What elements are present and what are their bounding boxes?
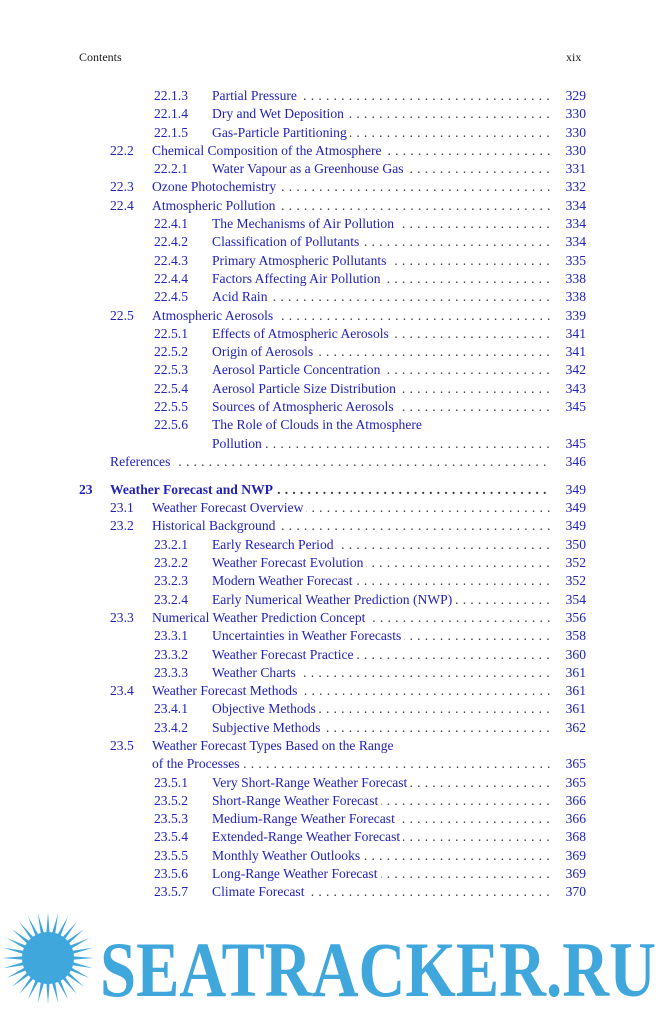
toc-entry[interactable] (0, 124, 663, 142)
toc-entry-title: Atmospheric Pollution (152, 198, 278, 213)
toc-entry-page: 338 (550, 288, 586, 306)
toc-entry-title: Weather Forecast and NWP (110, 482, 276, 497)
toc-entry-title: Historical Background (152, 518, 278, 533)
toc-entry-title: Short-Range Weather Forecast (212, 793, 381, 808)
running-header-page-number: xix (566, 50, 582, 64)
toc-entry-number: 23.5.3 (154, 811, 188, 827)
toc-entry[interactable] (0, 398, 663, 416)
toc-entry-title: Weather Forecast Types Based on the Range (152, 738, 397, 753)
toc-entry-page: 330 (550, 105, 586, 123)
toc-entry-number: 22.4.4 (154, 270, 188, 286)
toc-entry[interactable] (0, 252, 663, 270)
toc-entry-page: 343 (550, 380, 586, 398)
toc-entry-title: Weather Forecast Overview (152, 500, 306, 515)
toc-entry-title: Uncertainties in Weather Forecasts (212, 628, 404, 643)
toc-entry-number: 22.2.1 (154, 161, 188, 177)
toc-entry-title: Ozone Photochemistry (152, 179, 279, 194)
toc-entry-number: 23.5.7 (154, 884, 188, 900)
toc-entry[interactable] (0, 87, 663, 105)
toc-entry-page: 334 (550, 233, 586, 251)
toc-entry-number: 22.2 (110, 142, 134, 158)
toc-entry-number: 23.5.4 (154, 829, 188, 845)
toc-entry-title: Aerosol Particle Concentration (212, 362, 383, 377)
toc-entry-title: Effects of Atmospheric Aerosols (212, 326, 392, 341)
toc-entry-number: 23.2.3 (154, 573, 188, 589)
toc-entry-number: 23.5.6 (154, 866, 188, 882)
toc-entry-number: 22.5.5 (154, 399, 188, 415)
toc-entry[interactable] (0, 178, 663, 196)
toc-entry-title: of the Processes (152, 756, 243, 771)
toc-entry[interactable] (0, 828, 663, 846)
toc-entry-number: 23.5 (110, 737, 134, 753)
toc-entry-page: 330 (550, 124, 586, 142)
toc-entry-page: 366 (550, 792, 586, 810)
toc-entry[interactable] (0, 233, 663, 251)
toc-entry-page: 331 (550, 160, 586, 178)
toc-entry-number: 22.1.5 (154, 124, 188, 140)
toc-entry-title: Early Numerical Weather Prediction (NWP) (212, 592, 455, 607)
toc-entry[interactable] (0, 810, 663, 828)
toc-entry-page: 345 (550, 435, 586, 453)
toc-entry-page: 350 (550, 536, 586, 554)
toc-entry-page: 361 (550, 682, 586, 700)
toc-entry-number: 23.1 (110, 500, 134, 516)
toc-entry-title: Objective Methods (212, 701, 319, 716)
toc-entry[interactable] (0, 664, 663, 682)
toc-entry[interactable] (0, 142, 663, 160)
toc-entry-title: Long-Range Weather Forecast (212, 866, 381, 881)
toc-entry-title: Weather Forecast Methods (152, 683, 300, 698)
toc-entry-title: Medium-Range Weather Forecast (212, 811, 398, 826)
toc-entry-number: 22.4.3 (154, 252, 188, 268)
toc-entry-number: 22.5.4 (154, 380, 188, 396)
toc-entry-number: 23 (79, 481, 93, 497)
toc-entry-number: 23.2.2 (154, 555, 188, 571)
toc-entry-number: 23.5.1 (154, 774, 188, 790)
toc-entry-page: 346 (550, 453, 586, 471)
toc-entry[interactable] (0, 343, 663, 361)
toc-entry-page: 362 (550, 719, 586, 737)
toc-entry-page: 361 (550, 700, 586, 718)
toc-entry-title: References (110, 454, 173, 469)
toc-entry[interactable] (0, 591, 663, 609)
toc-entry-page: 341 (550, 325, 586, 343)
toc-entry-number: 22.5.6 (154, 417, 188, 433)
toc-entry-title: Subjective Methods (212, 720, 323, 735)
toc-entry[interactable] (0, 517, 663, 535)
toc-entry-number: 23.3 (110, 609, 134, 625)
toc-entry[interactable] (0, 435, 663, 453)
toc-entry-page: 361 (550, 664, 586, 682)
toc-entry[interactable] (0, 700, 663, 718)
toc-entry[interactable] (0, 160, 663, 178)
toc-entry-page: 366 (550, 810, 586, 828)
toc-entry-page: 352 (550, 554, 586, 572)
toc-entry[interactable] (0, 215, 663, 233)
toc-entry[interactable] (0, 609, 663, 627)
toc-entry-number: 23.5.5 (154, 847, 188, 863)
toc-entry-number: 23.4 (110, 683, 134, 699)
toc-entry-title: Modern Weather Forecast (212, 573, 356, 588)
toc-entry-page: 354 (550, 591, 586, 609)
toc-entry-page: 370 (550, 883, 586, 901)
toc-entry-page: 369 (550, 865, 586, 883)
toc-entry-number: 23.2.1 (154, 536, 188, 552)
toc-entry-page: 334 (550, 215, 586, 233)
toc-entry-number: 22.4.5 (154, 289, 188, 305)
toc-entry-page: 365 (550, 774, 586, 792)
toc-entry-page: 358 (550, 627, 586, 645)
toc-entry-title: Acid Rain (212, 289, 271, 304)
toc-entry-number: 22.4 (110, 197, 134, 213)
toc-entry[interactable] (0, 270, 663, 288)
toc-entry-number: 22.1.3 (154, 88, 188, 103)
toc-entry-number: 23.2 (110, 518, 134, 534)
toc-entry-page: 339 (550, 307, 586, 325)
toc-entry-number: 23.4.2 (154, 719, 188, 735)
toc-entry-title: Primary Atmospheric Pollutants (212, 253, 389, 268)
toc-entry-title: Aerosol Particle Size Distribution (212, 381, 399, 396)
table-of-contents (0, 87, 663, 902)
toc-entry-number: 22.4.2 (154, 234, 188, 250)
watermark (0, 910, 663, 1011)
toc-entry[interactable] (0, 865, 663, 883)
toc-entry-title: Weather Forecast Evolution (212, 555, 366, 570)
toc-entry[interactable] (0, 737, 663, 755)
toc-entry-title: Factors Affecting Air Pollution (212, 271, 384, 286)
toc-entry-title: Climate Forecast (212, 884, 308, 899)
sun-logo-icon (2, 912, 94, 1004)
toc-entry-page: 334 (550, 197, 586, 215)
toc-entry[interactable] (0, 755, 663, 773)
toc-entry[interactable] (0, 554, 663, 572)
toc-entry[interactable] (0, 792, 663, 810)
toc-entry-title: Monthly Weather Outlooks (212, 848, 363, 863)
toc-entry-page: 368 (550, 828, 586, 846)
toc-entry-number: 23.3.1 (154, 628, 188, 644)
toc-entry-page: 349 (550, 517, 586, 535)
toc-entry-number: 22.4.1 (154, 216, 188, 232)
toc-entry[interactable] (0, 288, 663, 306)
toc-entry[interactable] (0, 380, 663, 398)
toc-entry-title: Sources of Atmospheric Aerosols (212, 399, 397, 414)
toc-entry-number: 23.4.1 (154, 701, 188, 717)
toc-entry-title: Atmospheric Aerosols (152, 308, 276, 323)
toc-entry-title: Extended-Range Weather Forecast (212, 829, 403, 844)
toc-entry[interactable] (0, 627, 663, 645)
toc-entry-title: Very Short-Range Weather Forecast (212, 775, 410, 790)
toc-entry-title: Dry and Wet Deposition (212, 106, 347, 121)
toc-entry[interactable] (0, 481, 663, 499)
toc-entry-page: 349 (550, 481, 586, 499)
toc-entry[interactable] (0, 325, 663, 343)
toc-entry-title: The Role of Clouds in the Atmosphere (212, 417, 425, 432)
toc-entry-page: 342 (550, 361, 586, 379)
toc-entry-number: 22.3 (110, 179, 134, 195)
toc-entry-page: 330 (550, 142, 586, 160)
toc-entry-page: 341 (550, 343, 586, 361)
toc-entry-page: 335 (550, 252, 586, 270)
toc-entry-page: 329 (550, 87, 586, 105)
toc-entry-number: 22.1.4 (154, 106, 188, 122)
toc-entry-page: 356 (550, 609, 586, 627)
toc-entry-page: 338 (550, 270, 586, 288)
toc-entry-title: Weather Forecast Practice (212, 647, 357, 662)
toc-entry-page: 345 (550, 398, 586, 416)
toc-entry-number: 23.2.4 (154, 591, 188, 607)
toc-entry-title: Chemical Composition of the Atmosphere (152, 143, 385, 158)
toc-entry[interactable] (0, 682, 663, 700)
toc-entry-title: Water Vapour as a Greenhouse Gas (212, 161, 407, 176)
running-header-left: Contents (79, 50, 122, 64)
watermark-text: SEATRACKER.RU (100, 926, 656, 1011)
toc-entry[interactable] (0, 572, 663, 590)
toc-entry-title: Early Research Period (212, 537, 337, 552)
toc-entry[interactable] (0, 361, 663, 379)
toc-entry-title: Origin of Aerosols (212, 344, 316, 359)
toc-entry[interactable] (0, 847, 663, 865)
toc-entry-title: The Mechanisms of Air Pollution (212, 216, 397, 231)
toc-entry-number: 22.5.1 (154, 325, 188, 341)
toc-entry-title: Gas-Particle Partitioning (212, 125, 350, 140)
toc-entry[interactable] (0, 646, 663, 664)
toc-entry[interactable] (0, 416, 663, 434)
toc-entry[interactable] (0, 774, 663, 792)
toc-entry-number: 23.5.2 (154, 792, 188, 808)
toc-entry-title: Weather Charts (212, 665, 299, 680)
toc-entry[interactable] (0, 719, 663, 737)
toc-entry[interactable] (0, 453, 663, 471)
toc-entry-title: Numerical Weather Prediction Concept (152, 610, 368, 625)
toc-entry[interactable] (0, 105, 663, 123)
toc-entry-title: Partial Pressure (212, 88, 300, 103)
toc-entry[interactable] (0, 197, 663, 215)
toc-entry-number: 22.5.2 (154, 344, 188, 360)
toc-entry-page: 352 (550, 572, 586, 590)
toc-entry[interactable] (0, 883, 663, 901)
toc-entry-number: 22.5.3 (154, 362, 188, 378)
toc-entry[interactable] (0, 536, 663, 554)
toc-entry[interactable] (0, 307, 663, 325)
toc-entry-page: 365 (550, 755, 586, 773)
toc-entry[interactable] (0, 499, 663, 517)
toc-entry-title: Pollution (212, 436, 265, 451)
toc-entry-page: 332 (550, 178, 586, 196)
toc-entry-number: 23.3.2 (154, 646, 188, 662)
toc-entry-number: 22.5 (110, 307, 134, 323)
toc-entry-title: Classification of Pollutants (212, 234, 362, 249)
toc-entry-page: 360 (550, 646, 586, 664)
toc-entry-page: 349 (550, 499, 586, 517)
toc-entry-page: 369 (550, 847, 586, 865)
toc-entry-number: 23.3.3 (154, 664, 188, 680)
